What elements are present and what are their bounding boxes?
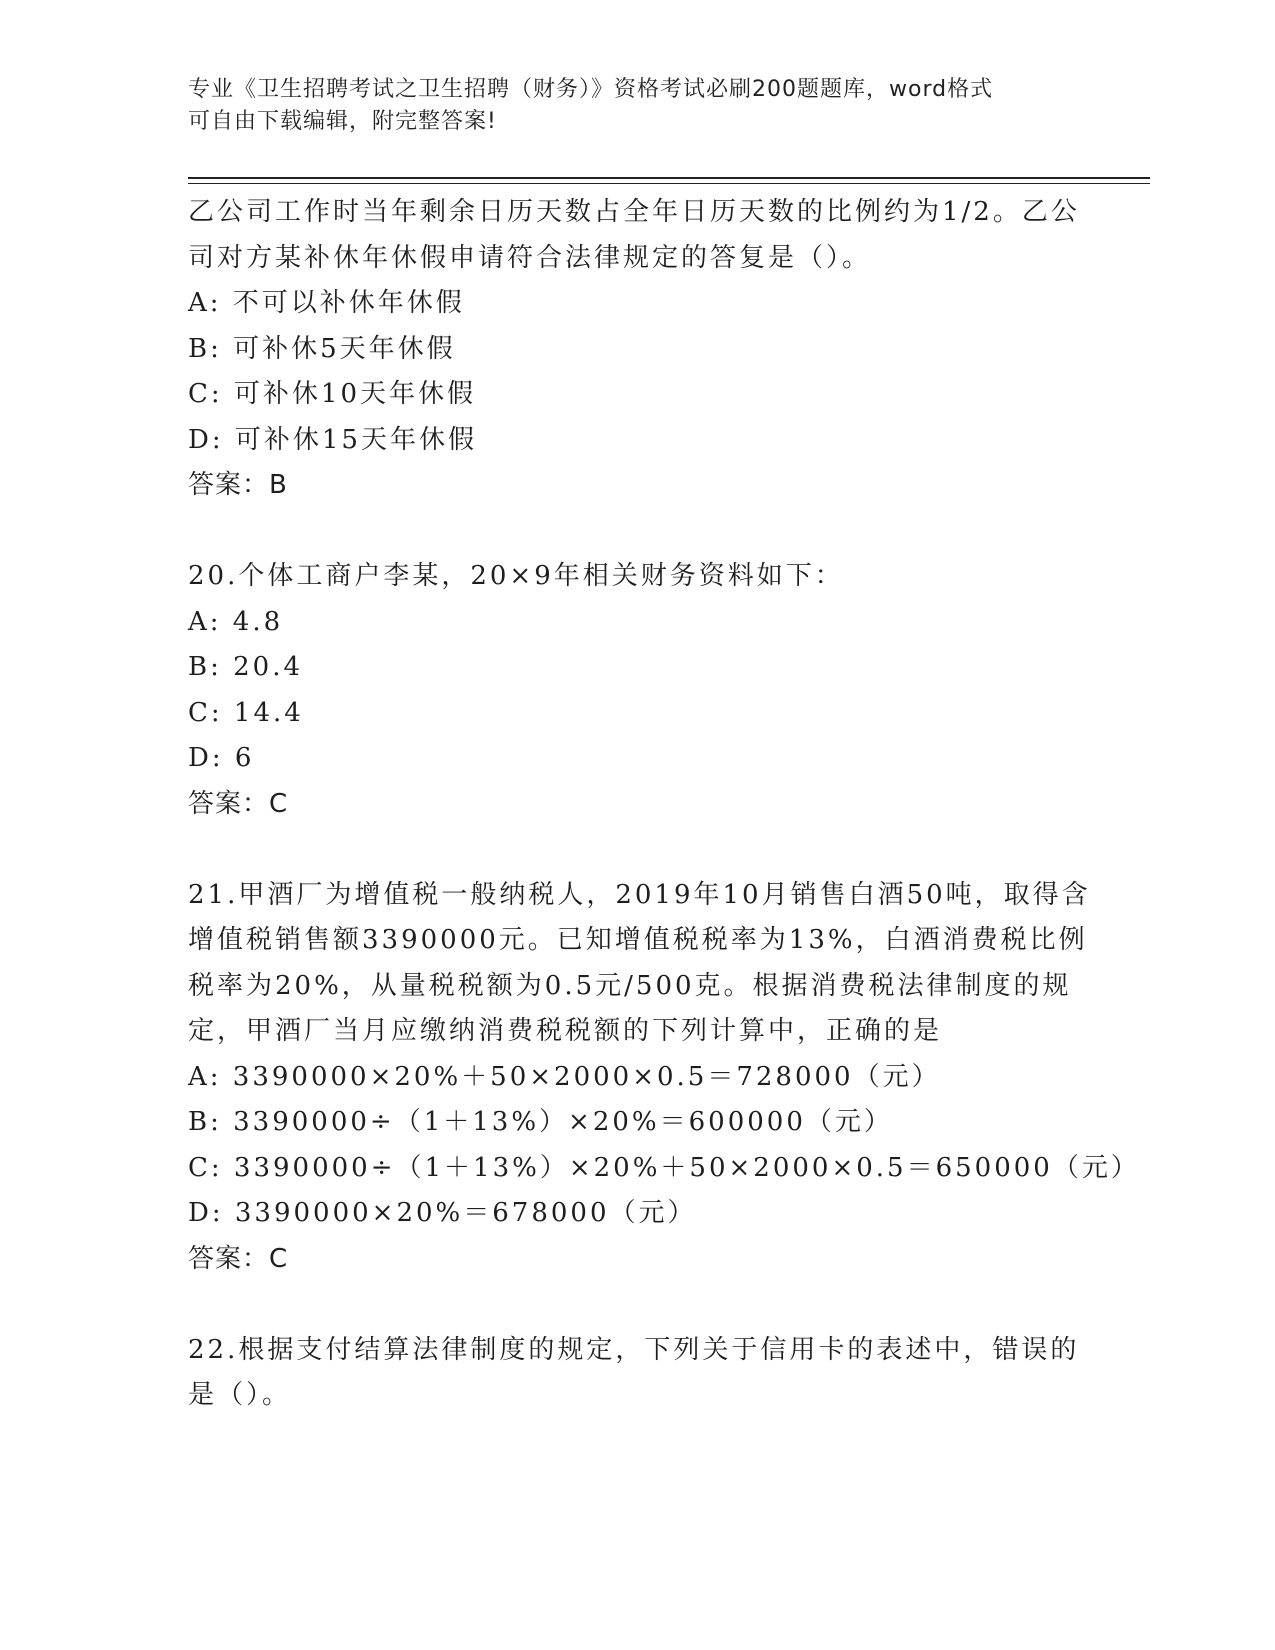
option-a: A: 不可以补休年休假 xyxy=(188,288,465,318)
header-line-1: 专业《卫生招聘考试之卫生招聘（财务）》资格考试必刷200题题库，word格式 xyxy=(188,77,994,102)
question-20 xyxy=(188,554,1088,827)
question-stem: 22.根据支付结算法律制度的规定，下列关于信用卡的表述中，错误的 xyxy=(188,1334,1080,1365)
option-c: C: 14.4 xyxy=(188,697,304,728)
option-c: C: 可补休10天年休假 xyxy=(188,379,477,409)
option-c: C: 3390000÷（1＋13%）×20%＋50×2000×0.5＝650000（元） xyxy=(188,1152,1140,1183)
question-stem: 乙公司工作时当年剩余日历天数占全年日历天数的比例约为1/2。乙公 xyxy=(188,197,1080,227)
spacer xyxy=(188,1282,1088,1328)
question-stem: 增值税销售额3390000元。已知增值税税率为13%，白酒消费税比例 xyxy=(188,925,1088,955)
question-stem: 20.个体工商户李某，20×9年相关财务资料如下： xyxy=(188,561,844,591)
header-line-2: 可自由下载编辑，附完整答案! xyxy=(188,109,497,134)
spacer xyxy=(188,827,1088,873)
question-content xyxy=(188,190,1140,1419)
question-stem: 税率为20%，从量税税额为0.5元/500克。根据消费税法律制度的规 xyxy=(188,970,1072,1001)
header-rule-thin xyxy=(188,183,1150,184)
answer: 答案：B xyxy=(188,470,288,500)
question-19 xyxy=(188,190,1088,509)
option-a: A: 4.8 xyxy=(188,606,284,637)
option-b: B: 可补休5天年休假 xyxy=(188,333,456,364)
option-b: B: 3390000÷（1＋13%）×20%＝600000（元） xyxy=(188,1107,893,1137)
question-stem: 21.甲酒厂为增值税一般纳税人，2019年10月销售白酒50吨，取得含 xyxy=(188,879,1091,910)
document-header xyxy=(188,74,1088,138)
question-21 xyxy=(188,873,1140,1283)
question-22 xyxy=(188,1328,1088,1419)
option-d: D: 3390000×20%＝678000（元） xyxy=(188,1198,697,1228)
question-stem: 是（）。 xyxy=(188,1380,292,1410)
header-rule-thick xyxy=(188,177,1150,179)
question-stem: 定，甲酒厂当月应缴纳消费税税额的下列计算中，正确的是 xyxy=(188,1016,943,1046)
spacer xyxy=(188,509,1088,555)
option-d: D: 可补休15天年休假 xyxy=(188,424,477,455)
question-stem: 司对方某补休年休假申请符合法律规定的答复是（）。 xyxy=(188,242,872,273)
answer: 答案：C xyxy=(188,788,289,819)
option-b: B: 20.4 xyxy=(188,652,304,682)
option-d: D: 6 xyxy=(188,743,255,773)
option-a: A: 3390000×20%＋50×2000×0.5＝728000（元） xyxy=(188,1061,941,1092)
answer: 答案：C xyxy=(188,1243,289,1274)
